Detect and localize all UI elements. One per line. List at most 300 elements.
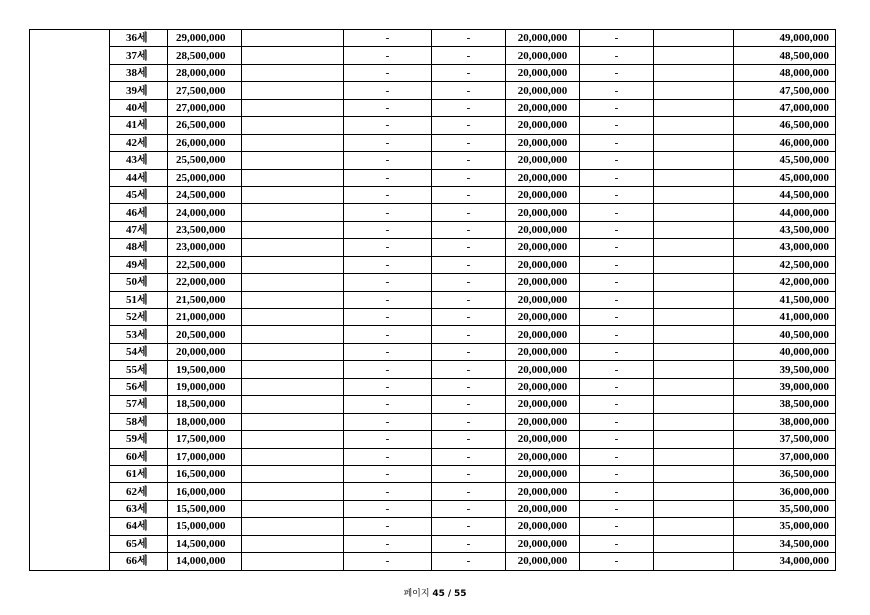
col4-cell: - <box>344 134 432 151</box>
col7-cell: - <box>580 169 654 186</box>
base-amount-cell: 23,500,000 <box>168 221 242 238</box>
table-row <box>30 413 836 430</box>
empty-cell <box>242 82 344 99</box>
fixed-amount-cell: 20,000,000 <box>506 291 580 308</box>
base-amount-cell: 29,000,000 <box>168 30 242 47</box>
col4-cell: - <box>344 256 432 273</box>
table-row <box>30 396 836 413</box>
age-cell: 37세 <box>110 47 168 64</box>
total-amount-cell: 37,000,000 <box>734 448 836 465</box>
empty-cell <box>654 64 734 81</box>
table-row <box>30 47 836 64</box>
col7-cell: - <box>580 553 654 570</box>
age-cell: 43세 <box>110 152 168 169</box>
empty-cell <box>654 518 734 535</box>
age-cell: 40세 <box>110 99 168 116</box>
empty-cell <box>242 500 344 517</box>
total-amount-cell: 41,500,000 <box>734 291 836 308</box>
base-amount-cell: 22,000,000 <box>168 274 242 291</box>
col4-cell: - <box>344 204 432 221</box>
col4-cell: - <box>344 239 432 256</box>
col7-cell: - <box>580 326 654 343</box>
empty-cell <box>242 99 344 116</box>
base-amount-cell: 17,000,000 <box>168 448 242 465</box>
base-amount-cell: 27,000,000 <box>168 99 242 116</box>
col7-cell: - <box>580 535 654 552</box>
base-amount-cell: 24,000,000 <box>168 204 242 221</box>
empty-cell <box>242 239 344 256</box>
fixed-amount-cell: 20,000,000 <box>506 152 580 169</box>
col5-cell: - <box>432 239 506 256</box>
col5-cell: - <box>432 291 506 308</box>
empty-cell <box>242 413 344 430</box>
col4-cell: - <box>344 518 432 535</box>
total-amount-cell: 44,000,000 <box>734 204 836 221</box>
col4-cell: - <box>344 30 432 47</box>
base-amount-cell: 28,500,000 <box>168 47 242 64</box>
empty-cell <box>242 134 344 151</box>
col4-cell: - <box>344 553 432 570</box>
col7-cell: - <box>580 99 654 116</box>
table-row <box>30 134 836 151</box>
fixed-amount-cell: 20,000,000 <box>506 518 580 535</box>
col5-cell: - <box>432 30 506 47</box>
total-amount-cell: 46,500,000 <box>734 117 836 134</box>
total-amount-cell: 38,000,000 <box>734 413 836 430</box>
col4-cell: - <box>344 99 432 116</box>
col7-cell: - <box>580 378 654 395</box>
col7-cell: - <box>580 64 654 81</box>
col5-cell: - <box>432 326 506 343</box>
total-amount-cell: 46,000,000 <box>734 134 836 151</box>
col7-cell: - <box>580 134 654 151</box>
base-amount-cell: 28,000,000 <box>168 64 242 81</box>
empty-cell <box>654 152 734 169</box>
age-cell: 46세 <box>110 204 168 221</box>
col4-cell: - <box>344 64 432 81</box>
empty-cell <box>654 378 734 395</box>
age-cell: 61세 <box>110 465 168 482</box>
table-row <box>30 30 836 47</box>
table-row <box>30 152 836 169</box>
table-row <box>30 535 836 552</box>
empty-cell <box>242 186 344 203</box>
col4-cell: - <box>344 326 432 343</box>
page-total: 55 <box>454 589 467 599</box>
col5-cell: - <box>432 500 506 517</box>
fixed-amount-cell: 20,000,000 <box>506 361 580 378</box>
fixed-amount-cell: 20,000,000 <box>506 239 580 256</box>
empty-cell <box>654 343 734 360</box>
col7-cell: - <box>580 239 654 256</box>
fixed-amount-cell: 20,000,000 <box>506 99 580 116</box>
base-amount-cell: 22,500,000 <box>168 256 242 273</box>
total-amount-cell: 34,500,000 <box>734 535 836 552</box>
col7-cell: - <box>580 274 654 291</box>
total-amount-cell: 42,500,000 <box>734 256 836 273</box>
age-cell: 44세 <box>110 169 168 186</box>
col4-cell: - <box>344 465 432 482</box>
col4-cell: - <box>344 378 432 395</box>
empty-cell <box>654 134 734 151</box>
base-amount-cell: 27,500,000 <box>168 82 242 99</box>
empty-cell <box>242 343 344 360</box>
col7-cell: - <box>580 343 654 360</box>
col4-cell: - <box>344 343 432 360</box>
col5-cell: - <box>432 553 506 570</box>
fixed-amount-cell: 20,000,000 <box>506 221 580 238</box>
total-amount-cell: 45,000,000 <box>734 169 836 186</box>
col5-cell: - <box>432 343 506 360</box>
empty-cell <box>654 30 734 47</box>
empty-cell <box>654 169 734 186</box>
age-cell: 60세 <box>110 448 168 465</box>
fixed-amount-cell: 20,000,000 <box>506 256 580 273</box>
empty-cell <box>242 361 344 378</box>
table-row <box>30 256 836 273</box>
empty-cell <box>654 221 734 238</box>
base-amount-cell: 19,500,000 <box>168 361 242 378</box>
fixed-amount-cell: 20,000,000 <box>506 378 580 395</box>
empty-cell <box>654 47 734 64</box>
col7-cell: - <box>580 448 654 465</box>
col7-cell: - <box>580 117 654 134</box>
col5-cell: - <box>432 204 506 221</box>
table-row <box>30 274 836 291</box>
empty-cell <box>242 256 344 273</box>
page-separator: / <box>447 589 452 599</box>
empty-cell <box>242 535 344 552</box>
col5-cell: - <box>432 82 506 99</box>
empty-cell <box>654 535 734 552</box>
col5-cell: - <box>432 99 506 116</box>
col5-cell: - <box>432 483 506 500</box>
total-amount-cell: 48,000,000 <box>734 64 836 81</box>
total-amount-cell: 36,500,000 <box>734 465 836 482</box>
empty-cell <box>242 152 344 169</box>
age-cell: 51세 <box>110 291 168 308</box>
age-cell: 36세 <box>110 30 168 47</box>
total-amount-cell: 35,000,000 <box>734 518 836 535</box>
col5-cell: - <box>432 361 506 378</box>
col4-cell: - <box>344 82 432 99</box>
col5-cell: - <box>432 47 506 64</box>
col5-cell: - <box>432 256 506 273</box>
empty-cell <box>242 64 344 81</box>
fixed-amount-cell: 20,000,000 <box>506 343 580 360</box>
col7-cell: - <box>580 483 654 500</box>
empty-cell <box>242 47 344 64</box>
age-cell: 54세 <box>110 343 168 360</box>
fixed-amount-cell: 20,000,000 <box>506 274 580 291</box>
col4-cell: - <box>344 483 432 500</box>
base-amount-cell: 16,000,000 <box>168 483 242 500</box>
base-amount-cell: 15,500,000 <box>168 500 242 517</box>
table-row <box>30 204 836 221</box>
total-amount-cell: 40,000,000 <box>734 343 836 360</box>
table-row <box>30 221 836 238</box>
total-amount-cell: 47,500,000 <box>734 82 836 99</box>
total-amount-cell: 47,000,000 <box>734 99 836 116</box>
col7-cell: - <box>580 413 654 430</box>
age-cell: 66세 <box>110 553 168 570</box>
base-amount-cell: 15,000,000 <box>168 518 242 535</box>
table-row <box>30 483 836 500</box>
pension-table <box>29 29 836 571</box>
fixed-amount-cell: 20,000,000 <box>506 413 580 430</box>
fixed-amount-cell: 20,000,000 <box>506 535 580 552</box>
empty-cell <box>654 483 734 500</box>
empty-cell <box>242 291 344 308</box>
total-amount-cell: 38,500,000 <box>734 396 836 413</box>
fixed-amount-cell: 20,000,000 <box>506 47 580 64</box>
total-amount-cell: 48,500,000 <box>734 47 836 64</box>
col4-cell: - <box>344 152 432 169</box>
base-amount-cell: 21,000,000 <box>168 309 242 326</box>
col7-cell: - <box>580 518 654 535</box>
col5-cell: - <box>432 378 506 395</box>
empty-cell <box>242 169 344 186</box>
total-amount-cell: 43,500,000 <box>734 221 836 238</box>
col5-cell: - <box>432 152 506 169</box>
age-cell: 49세 <box>110 256 168 273</box>
empty-cell <box>654 274 734 291</box>
fixed-amount-cell: 20,000,000 <box>506 396 580 413</box>
age-cell: 39세 <box>110 82 168 99</box>
fixed-amount-cell: 20,000,000 <box>506 483 580 500</box>
empty-cell <box>242 326 344 343</box>
col4-cell: - <box>344 309 432 326</box>
total-amount-cell: 41,000,000 <box>734 309 836 326</box>
col7-cell: - <box>580 465 654 482</box>
table-row <box>30 239 836 256</box>
empty-cell <box>654 465 734 482</box>
fixed-amount-cell: 20,000,000 <box>506 117 580 134</box>
empty-cell <box>654 326 734 343</box>
empty-cell <box>242 309 344 326</box>
empty-cell <box>654 186 734 203</box>
col5-cell: - <box>432 221 506 238</box>
fixed-amount-cell: 20,000,000 <box>506 64 580 81</box>
fixed-amount-cell: 20,000,000 <box>506 30 580 47</box>
merged-category-cell <box>30 30 110 571</box>
empty-cell <box>242 518 344 535</box>
table-row <box>30 117 836 134</box>
base-amount-cell: 25,000,000 <box>168 169 242 186</box>
col7-cell: - <box>580 186 654 203</box>
base-amount-cell: 19,000,000 <box>168 378 242 395</box>
table-row <box>30 361 836 378</box>
table-row <box>30 431 836 448</box>
col5-cell: - <box>432 309 506 326</box>
total-amount-cell: 40,500,000 <box>734 326 836 343</box>
total-amount-cell: 39,500,000 <box>734 361 836 378</box>
col4-cell: - <box>344 291 432 308</box>
col7-cell: - <box>580 30 654 47</box>
table-row <box>30 343 836 360</box>
col7-cell: - <box>580 204 654 221</box>
total-amount-cell: 39,000,000 <box>734 378 836 395</box>
age-cell: 48세 <box>110 239 168 256</box>
age-cell: 62세 <box>110 483 168 500</box>
total-amount-cell: 34,000,000 <box>734 553 836 570</box>
col5-cell: - <box>432 169 506 186</box>
empty-cell <box>242 396 344 413</box>
base-amount-cell: 21,500,000 <box>168 291 242 308</box>
table-row <box>30 553 836 570</box>
col5-cell: - <box>432 134 506 151</box>
fixed-amount-cell: 20,000,000 <box>506 186 580 203</box>
base-amount-cell: 14,500,000 <box>168 535 242 552</box>
fixed-amount-cell: 20,000,000 <box>506 169 580 186</box>
empty-cell <box>242 117 344 134</box>
fixed-amount-cell: 20,000,000 <box>506 465 580 482</box>
col4-cell: - <box>344 448 432 465</box>
col4-cell: - <box>344 431 432 448</box>
fixed-amount-cell: 20,000,000 <box>506 500 580 517</box>
empty-cell <box>654 99 734 116</box>
age-cell: 55세 <box>110 361 168 378</box>
empty-cell <box>242 448 344 465</box>
empty-cell <box>654 309 734 326</box>
age-cell: 45세 <box>110 186 168 203</box>
col4-cell: - <box>344 169 432 186</box>
table-row <box>30 169 836 186</box>
table-row <box>30 500 836 517</box>
table-row <box>30 291 836 308</box>
table-row <box>30 64 836 81</box>
col7-cell: - <box>580 309 654 326</box>
base-amount-cell: 26,500,000 <box>168 117 242 134</box>
empty-cell <box>242 465 344 482</box>
empty-cell <box>242 431 344 448</box>
empty-cell <box>242 378 344 395</box>
col5-cell: - <box>432 117 506 134</box>
total-amount-cell: 49,000,000 <box>734 30 836 47</box>
col7-cell: - <box>580 431 654 448</box>
col5-cell: - <box>432 518 506 535</box>
base-amount-cell: 24,500,000 <box>168 186 242 203</box>
col7-cell: - <box>580 396 654 413</box>
col4-cell: - <box>344 413 432 430</box>
age-cell: 65세 <box>110 535 168 552</box>
page-current: 45 <box>432 589 445 599</box>
empty-cell <box>242 274 344 291</box>
col7-cell: - <box>580 291 654 308</box>
age-cell: 59세 <box>110 431 168 448</box>
age-cell: 41세 <box>110 117 168 134</box>
total-amount-cell: 35,500,000 <box>734 500 836 517</box>
table-row <box>30 378 836 395</box>
base-amount-cell: 18,500,000 <box>168 396 242 413</box>
total-amount-cell: 45,500,000 <box>734 152 836 169</box>
col4-cell: - <box>344 535 432 552</box>
empty-cell <box>242 204 344 221</box>
col4-cell: - <box>344 186 432 203</box>
empty-cell <box>654 448 734 465</box>
empty-cell <box>654 239 734 256</box>
empty-cell <box>654 204 734 221</box>
table-row <box>30 82 836 99</box>
col5-cell: - <box>432 448 506 465</box>
age-cell: 63세 <box>110 500 168 517</box>
table-row <box>30 99 836 116</box>
table-row <box>30 518 836 535</box>
empty-cell <box>654 361 734 378</box>
fixed-amount-cell: 20,000,000 <box>506 431 580 448</box>
col4-cell: - <box>344 396 432 413</box>
table-row <box>30 186 836 203</box>
empty-cell <box>654 396 734 413</box>
col5-cell: - <box>432 413 506 430</box>
page-label: 페이지 <box>403 589 430 599</box>
fixed-amount-cell: 20,000,000 <box>506 326 580 343</box>
fixed-amount-cell: 20,000,000 <box>506 448 580 465</box>
empty-cell <box>242 221 344 238</box>
empty-cell <box>242 30 344 47</box>
col5-cell: - <box>432 186 506 203</box>
empty-cell <box>242 483 344 500</box>
empty-cell <box>654 500 734 517</box>
age-cell: 47세 <box>110 221 168 238</box>
base-amount-cell: 25,500,000 <box>168 152 242 169</box>
age-cell: 50세 <box>110 274 168 291</box>
base-amount-cell: 14,000,000 <box>168 553 242 570</box>
total-amount-cell: 37,500,000 <box>734 431 836 448</box>
age-cell: 56세 <box>110 378 168 395</box>
base-amount-cell: 20,500,000 <box>168 326 242 343</box>
empty-cell <box>654 82 734 99</box>
age-cell: 57세 <box>110 396 168 413</box>
base-amount-cell: 17,500,000 <box>168 431 242 448</box>
fixed-amount-cell: 20,000,000 <box>506 134 580 151</box>
table-row <box>30 309 836 326</box>
empty-cell <box>654 553 734 570</box>
table-row <box>30 448 836 465</box>
col4-cell: - <box>344 500 432 517</box>
table-row <box>30 465 836 482</box>
col7-cell: - <box>580 82 654 99</box>
col4-cell: - <box>344 47 432 64</box>
empty-cell <box>654 291 734 308</box>
total-amount-cell: 44,500,000 <box>734 186 836 203</box>
age-cell: 42세 <box>110 134 168 151</box>
age-cell: 52세 <box>110 309 168 326</box>
fixed-amount-cell: 20,000,000 <box>506 309 580 326</box>
col4-cell: - <box>344 361 432 378</box>
fixed-amount-cell: 20,000,000 <box>506 204 580 221</box>
base-amount-cell: 16,500,000 <box>168 465 242 482</box>
fixed-amount-cell: 20,000,000 <box>506 82 580 99</box>
col5-cell: - <box>432 274 506 291</box>
col7-cell: - <box>580 47 654 64</box>
age-cell: 64세 <box>110 518 168 535</box>
base-amount-cell: 18,000,000 <box>168 413 242 430</box>
empty-cell <box>654 256 734 273</box>
total-amount-cell: 43,000,000 <box>734 239 836 256</box>
col5-cell: - <box>432 396 506 413</box>
base-amount-cell: 20,000,000 <box>168 343 242 360</box>
col7-cell: - <box>580 221 654 238</box>
age-cell: 38세 <box>110 64 168 81</box>
table-row <box>30 326 836 343</box>
empty-cell <box>242 553 344 570</box>
base-amount-cell: 26,000,000 <box>168 134 242 151</box>
col5-cell: - <box>432 535 506 552</box>
col7-cell: - <box>580 361 654 378</box>
total-amount-cell: 42,000,000 <box>734 274 836 291</box>
empty-cell <box>654 413 734 430</box>
